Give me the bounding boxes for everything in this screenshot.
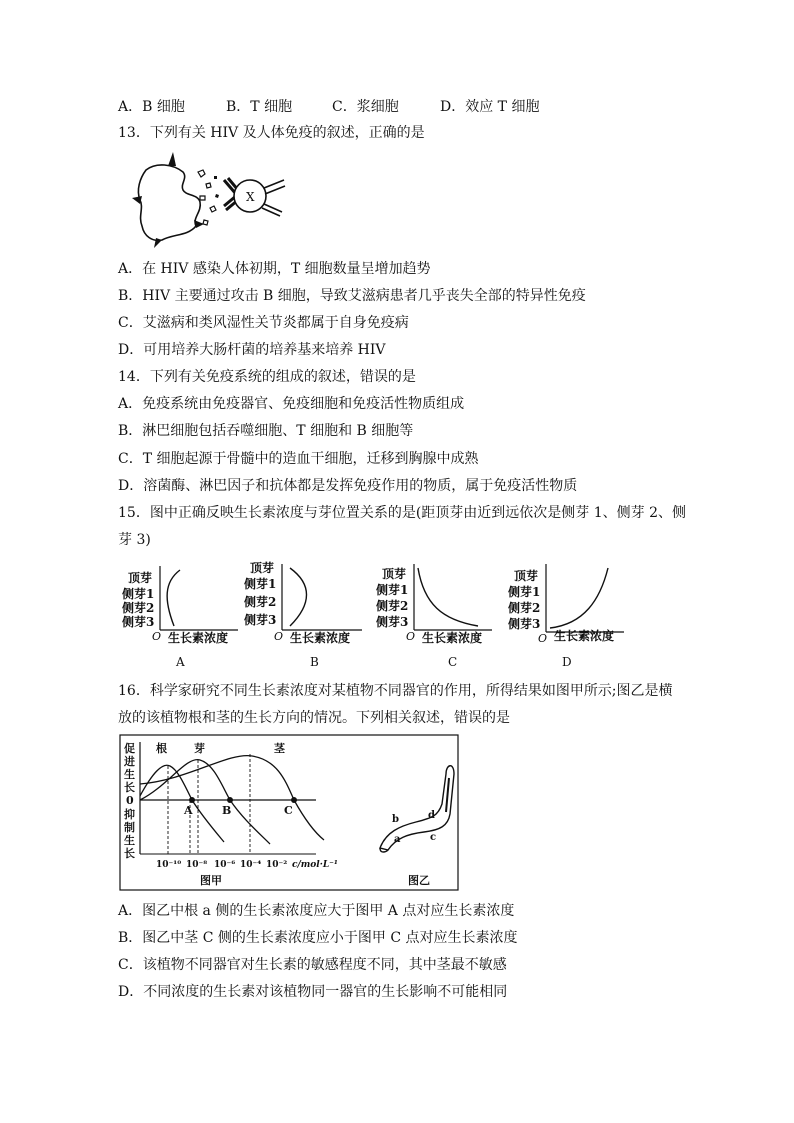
graph-c-y-label-3: 侧芽3 (376, 615, 409, 629)
graph-a-caption: A (176, 655, 185, 669)
graph-a-y-label-3: 侧芽3 (122, 615, 155, 629)
q12-option-c: C．浆细胞 (332, 99, 399, 115)
graph-c-y-label-1: 侧芽1 (376, 583, 409, 597)
x-tick-0: 10⁻¹⁰ (156, 860, 182, 870)
graph-d-x-label: 生长素浓度 (554, 629, 615, 643)
point-c-dot (291, 797, 297, 803)
y-label-inhibit-3: 长 (124, 847, 135, 860)
graph-c-y-label-2: 侧芽2 (376, 599, 409, 613)
graph-c-caption: C (448, 655, 458, 669)
fig2-label-b: b (392, 814, 399, 825)
root-label: 根 (156, 742, 167, 755)
y-label-inhibit-2: 生 (124, 834, 135, 847)
graph-d-y-label-2: 侧芽2 (508, 601, 541, 615)
q16-option-b: B．图乙中茎 C 侧的生长素浓度应小于图甲 C 点对应生长素浓度 (118, 930, 518, 946)
q14-option-c: C．T 细胞起源于骨髓中的造血干细胞，迁移到胸腺中成熟 (118, 451, 479, 467)
graph-a-y-label-0: 顶芽 (128, 571, 153, 585)
q13-option-b: B．HIV 主要通过攻击 B 细胞，导致艾滋病患者几乎丧失全部的特异性免疫 (118, 288, 586, 304)
fig2-caption: 图乙 (408, 874, 430, 887)
point-b-label: B (222, 804, 232, 817)
q14-option-a: A．免疫系统由免疫器官、免疫细胞和免疫活性物质组成 (118, 396, 465, 412)
graph-b-caption: B (310, 655, 319, 669)
graph-a-curve (167, 570, 180, 626)
graph-b-origin: O (274, 630, 284, 643)
q16-figure (118, 734, 460, 892)
x-unit: c/mol·L⁻¹ (292, 860, 338, 870)
q13-option-c: C．艾滋病和类风湿性关节炎都属于自身免疫病 (118, 315, 409, 331)
y-label-promote-3: 长 (124, 781, 135, 794)
fig2-label-a: a (394, 834, 401, 845)
y-zero-label: 0 (126, 794, 134, 807)
q12-option-b: B．T 细胞 (226, 99, 293, 115)
cell-fragment (200, 196, 205, 200)
q15-stem-line1: 15．图中正确反映生长素浓度与芽位置关系的是(距顶芽由近到远依次是侧芽 1、侧芽 2、侧 (118, 505, 686, 521)
q13-option-a: A．在 HIV 感染人体初期，T 细胞数量呈增加趋势 (118, 261, 431, 277)
graph-c-y-label-0: 顶芽 (382, 567, 407, 581)
q15-graph-b (240, 560, 366, 670)
x-tick-4: 10⁻² (266, 860, 288, 870)
point-a-dot (189, 797, 195, 803)
q16-stem-line1: 16．科学家研究不同生长素浓度对某植物不同器官的作用，所得结果如图甲所示;图乙是横 (118, 683, 673, 699)
x-tick-1: 10⁻⁸ (186, 860, 208, 870)
cell-fragment (210, 206, 216, 212)
cell-fragment (198, 170, 205, 177)
bud-label: 芽 (194, 742, 205, 755)
fig2-label-d: d (428, 810, 435, 821)
q13-option-d: D．可用培养大肠杆菌的培养基来培养 HIV (118, 342, 386, 358)
graph-d-y-label-0: 顶芽 (514, 569, 539, 583)
graph-d-y-label-3: 侧芽3 (508, 617, 541, 631)
cell-fragment (214, 176, 217, 179)
q12-option-a: A．B 细胞 (118, 99, 185, 115)
cell-fragment (215, 194, 219, 198)
q15-graph-d (504, 560, 630, 670)
q16-stem-line2: 放的该植物根和茎的生长方向的情况。下列相关叙述，错误的是 (118, 710, 510, 726)
fig1-caption: 图甲 (200, 874, 222, 887)
graph-c-curve (418, 568, 478, 626)
stem-label: 茎 (274, 742, 285, 755)
graph-a-origin: O (152, 630, 162, 643)
point-a-label: A (184, 804, 193, 817)
y-label-promote-0: 促 (124, 742, 135, 755)
q15-graph-c (372, 560, 498, 670)
q14-option-d: D．溶菌酶、淋巴因子和抗体都是发挥免疫作用的物质，属于免疫活性物质 (118, 478, 578, 494)
q14-stem: 14．下列有关免疫系统的组成的叙述，错误的是 (118, 369, 416, 385)
graph-b-x-label: 生长素浓度 (290, 631, 351, 645)
graph-b-y-label-3: 侧芽3 (244, 613, 277, 627)
y-label-inhibit-1: 制 (124, 821, 135, 834)
graph-a-y-label-2: 侧芽2 (122, 601, 155, 615)
y-label-promote-2: 生 (124, 768, 135, 781)
graph-d-y-label-1: 侧芽1 (508, 585, 541, 599)
q13-stem: 13．下列有关 HIV 及人体免疫的叙述，正确的是 (118, 125, 425, 141)
graph-d-origin: O (538, 632, 548, 645)
y-label-promote-1: 进 (124, 755, 135, 768)
graph-b-y-label-2: 侧芽2 (244, 595, 277, 609)
q15-stem-line2: 芽 3) (118, 532, 151, 548)
graph-a-y-label-1: 侧芽1 (122, 587, 155, 601)
graph-b-curve (290, 568, 307, 626)
graph-c-origin: O (406, 630, 416, 643)
x-tick-2: 10⁻⁶ (214, 860, 236, 870)
cell-fragment (206, 183, 211, 188)
graph-b-y-label-1: 侧芽1 (244, 577, 277, 591)
point-b-dot (227, 797, 233, 803)
graph-d-caption: D (562, 655, 572, 669)
graph-c-x-label: 生长素浓度 (422, 631, 483, 645)
x-tick-3: 10⁻⁴ (240, 860, 262, 870)
q16-option-c: C．该植物不同器官对生长素的敏感程度不同，其中茎最不敏感 (118, 957, 507, 973)
graph-d-curve (550, 568, 608, 628)
y-label-inhibit-0: 抑 (124, 808, 135, 821)
graph-b-y-label-0: 顶芽 (250, 561, 275, 575)
cell-fragment (203, 220, 208, 225)
t-cell-outline (138, 165, 200, 240)
q16-option-d: D．不同浓度的生长素对该植物同一器官的生长影响不可能相同 (118, 984, 508, 1000)
q15-graph-a (118, 560, 244, 670)
point-c-label: C (284, 804, 293, 817)
q16-option-a: A．图乙中根 a 侧的生长素浓度应大于图甲 A 点对应生长素浓度 (118, 903, 515, 919)
x-cell-label: X (246, 190, 255, 204)
fig2-label-c: c (430, 832, 437, 843)
cell-spike-top (168, 152, 176, 166)
q12-option-d: D．效应 T 细胞 (440, 99, 540, 115)
q14-option-b: B．淋巴细胞包括吞噬细胞、T 细胞和 B 细胞等 (118, 423, 414, 439)
hiv-infection-figure (128, 150, 298, 250)
graph-a-x-label: 生长素浓度 (168, 631, 229, 645)
